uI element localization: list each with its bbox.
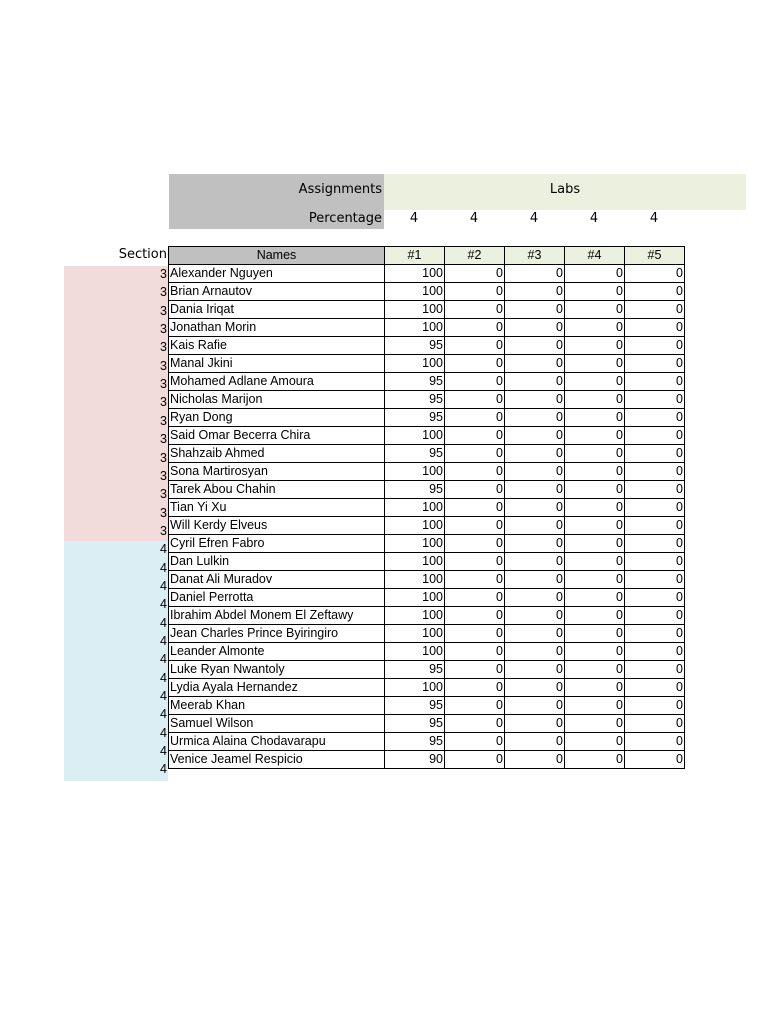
score-cell[interactable]: 0 <box>505 535 565 553</box>
student-name-cell[interactable]: Jonathan Morin <box>169 319 385 337</box>
score-cell[interactable]: 0 <box>625 355 685 373</box>
score-cell[interactable]: 0 <box>565 409 625 427</box>
column-header[interactable]: #3 <box>505 247 565 265</box>
score-cell[interactable]: 0 <box>505 625 565 643</box>
score-cell[interactable]: 0 <box>445 697 505 715</box>
section-number-cell[interactable]: 4 <box>160 670 167 685</box>
table-row <box>169 571 685 589</box>
score-cell[interactable]: 0 <box>565 337 625 355</box>
score-cell[interactable]: 0 <box>445 499 505 517</box>
table-row <box>169 319 685 337</box>
section-number-cell[interactable]: 4 <box>160 560 167 575</box>
score-cell[interactable]: 0 <box>565 589 625 607</box>
score-cell[interactable]: 0 <box>625 715 685 733</box>
table-row <box>169 661 685 679</box>
table-row <box>169 589 685 607</box>
table-row <box>169 715 685 733</box>
score-cell[interactable]: 0 <box>445 337 505 355</box>
score-cell[interactable]: 0 <box>445 553 505 571</box>
score-cell[interactable]: 0 <box>625 265 685 283</box>
score-cell[interactable]: 0 <box>445 355 505 373</box>
section-number-cell[interactable]: 4 <box>160 725 167 740</box>
score-cell[interactable]: 0 <box>625 391 685 409</box>
table-row <box>169 535 685 553</box>
score-cell[interactable]: 0 <box>565 733 625 751</box>
score-cell[interactable]: 0 <box>505 481 565 499</box>
score-cell[interactable]: 0 <box>445 391 505 409</box>
section-number-cell[interactable]: 3 <box>160 505 167 520</box>
score-cell[interactable]: 0 <box>505 661 565 679</box>
score-cell[interactable]: 100 <box>385 679 445 697</box>
score-cell[interactable]: 0 <box>625 679 685 697</box>
score-cell[interactable]: 0 <box>505 301 565 319</box>
score-cell[interactable]: 0 <box>445 427 505 445</box>
table-row <box>169 427 685 445</box>
section-number-cell[interactable]: 3 <box>160 432 167 447</box>
score-cell[interactable]: 0 <box>445 733 505 751</box>
score-cell[interactable]: 95 <box>385 445 445 463</box>
score-cell[interactable]: 0 <box>505 697 565 715</box>
score-cell[interactable]: 0 <box>505 607 565 625</box>
score-cell[interactable]: 0 <box>505 553 565 571</box>
score-cell[interactable]: 0 <box>445 265 505 283</box>
score-cell[interactable]: 0 <box>625 445 685 463</box>
percentage-value: 4 <box>409 211 419 226</box>
score-cell[interactable]: 0 <box>445 517 505 535</box>
section-number-cell[interactable]: 4 <box>160 689 167 704</box>
score-cell[interactable]: 0 <box>565 625 625 643</box>
score-cell[interactable]: 0 <box>505 643 565 661</box>
student-name-cell[interactable]: Tarek Abou Chahin <box>169 481 385 499</box>
score-cell[interactable]: 0 <box>505 373 565 391</box>
score-cell[interactable]: 0 <box>445 661 505 679</box>
score-cell[interactable]: 95 <box>385 661 445 679</box>
score-cell[interactable]: 100 <box>385 607 445 625</box>
score-cell[interactable]: 0 <box>505 337 565 355</box>
score-cell[interactable]: 0 <box>505 751 565 769</box>
score-cell[interactable]: 100 <box>385 571 445 589</box>
score-cell[interactable]: 100 <box>385 535 445 553</box>
score-cell[interactable]: 100 <box>385 301 445 319</box>
section-number-cell[interactable]: 4 <box>160 542 167 557</box>
score-cell[interactable]: 0 <box>565 517 625 535</box>
score-cell[interactable]: 0 <box>445 481 505 499</box>
score-cell[interactable]: 0 <box>445 607 505 625</box>
score-cell[interactable]: 0 <box>445 643 505 661</box>
score-cell[interactable]: 0 <box>625 661 685 679</box>
student-name-cell[interactable]: Ryan Dong <box>169 409 385 427</box>
percentage-value: 4 <box>529 211 539 226</box>
table-row <box>169 481 685 499</box>
section-header: Section <box>118 247 167 262</box>
table-row <box>169 337 685 355</box>
score-cell[interactable]: 100 <box>385 643 445 661</box>
score-cell[interactable]: 0 <box>505 679 565 697</box>
student-name-cell[interactable]: Kais Rafie <box>169 337 385 355</box>
student-name-cell[interactable]: Mohamed Adlane Amoura <box>169 373 385 391</box>
student-name-cell[interactable]: Venice Jeamel Respicio <box>169 751 385 769</box>
table-row <box>169 697 685 715</box>
score-cell[interactable]: 0 <box>565 301 625 319</box>
table-row <box>169 373 685 391</box>
table-row <box>169 499 685 517</box>
score-cell[interactable]: 0 <box>505 355 565 373</box>
section-number-cell[interactable]: 4 <box>160 597 167 612</box>
section-number-cell[interactable]: 3 <box>160 322 167 337</box>
section-number-cell[interactable]: 4 <box>160 762 167 777</box>
score-cell[interactable]: 0 <box>445 409 505 427</box>
table-row <box>169 301 685 319</box>
score-cell[interactable]: 100 <box>385 589 445 607</box>
score-cell[interactable]: 0 <box>505 463 565 481</box>
score-cell[interactable]: 0 <box>565 535 625 553</box>
score-cell[interactable]: 0 <box>565 571 625 589</box>
score-cell[interactable]: 0 <box>505 733 565 751</box>
score-cell[interactable]: 0 <box>625 427 685 445</box>
table-row <box>169 733 685 751</box>
score-cell[interactable]: 100 <box>385 553 445 571</box>
section-number-cell[interactable]: 3 <box>160 468 167 483</box>
score-cell[interactable]: 0 <box>505 265 565 283</box>
table-row <box>169 391 685 409</box>
student-name-cell[interactable]: Meerab Khan <box>169 697 385 715</box>
score-cell[interactable]: 0 <box>445 589 505 607</box>
table-header-row <box>169 247 685 265</box>
score-cell[interactable]: 95 <box>385 715 445 733</box>
student-name-cell[interactable]: Alexander Nguyen <box>169 265 385 283</box>
section-number-cell[interactable]: 4 <box>160 578 167 593</box>
score-cell[interactable]: 0 <box>625 409 685 427</box>
section-number-cell[interactable]: 4 <box>160 615 167 630</box>
score-cell[interactable]: 0 <box>565 553 625 571</box>
score-cell[interactable]: 0 <box>565 265 625 283</box>
score-cell[interactable]: 0 <box>625 553 685 571</box>
score-cell[interactable]: 95 <box>385 481 445 499</box>
student-name-cell[interactable]: Dania Iriqat <box>169 301 385 319</box>
section-number-cell[interactable]: 3 <box>160 450 167 465</box>
table-row <box>169 463 685 481</box>
score-cell[interactable]: 0 <box>625 751 685 769</box>
score-cell[interactable]: 0 <box>565 445 625 463</box>
grades-table <box>168 246 685 769</box>
score-cell[interactable]: 0 <box>625 733 685 751</box>
student-name-cell[interactable]: Said Omar Becerra Chira <box>169 427 385 445</box>
table-row <box>169 445 685 463</box>
score-cell[interactable]: 0 <box>565 391 625 409</box>
student-name-cell[interactable]: Manal Jkini <box>169 355 385 373</box>
score-cell[interactable]: 0 <box>565 751 625 769</box>
table-row <box>169 625 685 643</box>
score-cell[interactable]: 0 <box>445 571 505 589</box>
section-number-cell[interactable]: 3 <box>160 377 167 392</box>
score-cell[interactable]: 0 <box>445 535 505 553</box>
student-name-cell[interactable]: Will Kerdy Elveus <box>169 517 385 535</box>
score-cell[interactable]: 0 <box>625 373 685 391</box>
score-cell[interactable]: 0 <box>625 319 685 337</box>
percentage-value: 4 <box>649 211 659 226</box>
score-cell[interactable]: 90 <box>385 751 445 769</box>
section-number-cell[interactable]: 4 <box>160 744 167 759</box>
score-cell[interactable]: 0 <box>625 517 685 535</box>
assignments-label: Assignments <box>298 182 382 197</box>
score-cell[interactable]: 0 <box>505 445 565 463</box>
section-number-cell[interactable]: 3 <box>160 395 167 410</box>
score-cell[interactable]: 100 <box>385 463 445 481</box>
score-cell[interactable]: 95 <box>385 337 445 355</box>
score-cell[interactable]: 0 <box>565 283 625 301</box>
score-cell[interactable]: 0 <box>625 301 685 319</box>
table-row <box>169 517 685 535</box>
section-number-cell[interactable]: 4 <box>160 634 167 648</box>
score-cell[interactable]: 0 <box>565 643 625 661</box>
section-number-cell[interactable]: 3 <box>160 358 167 373</box>
section-number-cell[interactable]: 3 <box>160 413 167 428</box>
score-cell[interactable]: 0 <box>565 607 625 625</box>
score-cell[interactable]: 100 <box>385 427 445 445</box>
student-name-cell[interactable]: Tian Yi Xu <box>169 499 385 517</box>
column-header[interactable]: #4 <box>565 247 625 265</box>
score-cell[interactable]: 0 <box>505 427 565 445</box>
student-name-cell[interactable]: Samuel Wilson <box>169 715 385 733</box>
score-cell[interactable]: 0 <box>625 589 685 607</box>
score-cell[interactable]: 100 <box>385 499 445 517</box>
student-name-cell[interactable]: Cyril Efren Fabro <box>169 535 385 553</box>
score-cell[interactable]: 0 <box>625 697 685 715</box>
student-name-cell[interactable]: Leander Almonte <box>169 643 385 661</box>
student-name-cell[interactable]: Jean Charles Prince Byiringiro <box>169 625 385 643</box>
score-cell[interactable]: 0 <box>505 571 565 589</box>
score-cell[interactable]: 0 <box>565 679 625 697</box>
column-header[interactable]: #1 <box>385 247 445 265</box>
score-cell[interactable]: 0 <box>445 463 505 481</box>
category-band <box>384 174 746 210</box>
section-number-cell[interactable]: 3 <box>160 285 167 300</box>
score-cell[interactable]: 0 <box>505 391 565 409</box>
score-cell[interactable]: 0 <box>505 517 565 535</box>
section-number-cell[interactable]: 3 <box>160 303 167 318</box>
score-cell[interactable]: 0 <box>625 283 685 301</box>
score-cell[interactable]: 0 <box>565 499 625 517</box>
student-name-cell[interactable]: Daniel Perrotta <box>169 589 385 607</box>
student-name-cell[interactable]: Urmica Alaina Chodavarapu <box>169 733 385 751</box>
score-cell[interactable]: 0 <box>445 751 505 769</box>
score-cell[interactable]: 0 <box>625 571 685 589</box>
score-cell[interactable]: 0 <box>445 679 505 697</box>
score-cell[interactable]: 0 <box>445 373 505 391</box>
score-cell[interactable]: 0 <box>505 409 565 427</box>
score-cell[interactable]: 0 <box>565 355 625 373</box>
column-header[interactable]: #2 <box>445 247 505 265</box>
table-row <box>169 409 685 427</box>
score-cell[interactable]: 100 <box>385 355 445 373</box>
section-number-cell[interactable]: 3 <box>160 523 167 538</box>
student-name-cell[interactable]: Luke Ryan Nwantoly <box>169 661 385 679</box>
score-cell[interactable]: 0 <box>625 607 685 625</box>
section-number-cell[interactable]: 3 <box>160 267 167 281</box>
score-cell[interactable]: 0 <box>625 499 685 517</box>
score-cell[interactable]: 0 <box>625 535 685 553</box>
score-cell[interactable]: 0 <box>565 319 625 337</box>
score-cell[interactable]: 100 <box>385 283 445 301</box>
table-row <box>169 283 685 301</box>
score-cell[interactable]: 0 <box>565 373 625 391</box>
table-row <box>169 643 685 661</box>
score-cell[interactable]: 0 <box>625 625 685 643</box>
score-cell[interactable]: 0 <box>625 643 685 661</box>
table-row <box>169 355 685 373</box>
table-row <box>169 553 685 571</box>
score-cell[interactable]: 0 <box>565 697 625 715</box>
percentage-value: 4 <box>589 211 599 226</box>
score-cell[interactable]: 100 <box>385 319 445 337</box>
score-cell[interactable]: 0 <box>505 283 565 301</box>
score-cell[interactable]: 0 <box>445 301 505 319</box>
score-cell[interactable]: 0 <box>445 283 505 301</box>
section-number-cell[interactable]: 3 <box>160 340 167 355</box>
student-name-cell[interactable]: Brian Arnautov <box>169 283 385 301</box>
score-cell[interactable]: 95 <box>385 373 445 391</box>
student-name-cell[interactable]: Dan Lulkin <box>169 553 385 571</box>
score-cell[interactable]: 95 <box>385 697 445 715</box>
percentage-label: Percentage <box>308 211 382 226</box>
score-cell[interactable]: 0 <box>445 319 505 337</box>
score-cell[interactable]: 0 <box>625 463 685 481</box>
score-cell[interactable]: 0 <box>445 715 505 733</box>
score-cell[interactable]: 0 <box>505 589 565 607</box>
student-name-cell[interactable]: Nicholas Marijon <box>169 391 385 409</box>
student-name-cell[interactable]: Sona Martirosyan <box>169 463 385 481</box>
student-name-cell[interactable]: Ibrahim Abdel Monem El Zeftawy <box>169 607 385 625</box>
score-cell[interactable]: 95 <box>385 409 445 427</box>
score-cell[interactable]: 95 <box>385 391 445 409</box>
section-number-cell[interactable]: 3 <box>160 487 167 502</box>
table-row <box>169 607 685 625</box>
assignment-label-block <box>169 174 384 229</box>
score-cell[interactable]: 0 <box>565 463 625 481</box>
score-cell[interactable]: 0 <box>565 715 625 733</box>
score-cell[interactable]: 100 <box>385 517 445 535</box>
table-row <box>169 679 685 697</box>
score-cell[interactable]: 0 <box>505 319 565 337</box>
percentage-value: 4 <box>469 211 479 226</box>
student-name-cell[interactable]: Lydia Ayala Hernandez <box>169 679 385 697</box>
score-cell[interactable]: 0 <box>625 481 685 499</box>
score-cell[interactable]: 0 <box>565 661 625 679</box>
score-cell[interactable]: 100 <box>385 625 445 643</box>
score-cell[interactable]: 0 <box>505 499 565 517</box>
score-cell[interactable]: 0 <box>565 481 625 499</box>
category-label: Labs <box>549 182 581 197</box>
score-cell[interactable]: 0 <box>565 427 625 445</box>
column-header[interactable]: #5 <box>625 247 685 265</box>
table-row <box>169 265 685 283</box>
student-name-cell[interactable]: Shahzaib Ahmed <box>169 445 385 463</box>
score-cell[interactable]: 0 <box>445 625 505 643</box>
student-name-cell[interactable]: Danat Ali Muradov <box>169 571 385 589</box>
section-number-cell[interactable]: 4 <box>160 707 167 722</box>
score-cell[interactable]: 0 <box>625 337 685 355</box>
score-cell[interactable]: 0 <box>505 715 565 733</box>
names-header[interactable]: Names <box>169 247 385 265</box>
section-number-cell[interactable]: 4 <box>160 652 167 667</box>
score-cell[interactable]: 0 <box>445 445 505 463</box>
table-row <box>169 751 685 769</box>
score-cell[interactable]: 95 <box>385 733 445 751</box>
score-cell[interactable]: 100 <box>385 265 445 283</box>
